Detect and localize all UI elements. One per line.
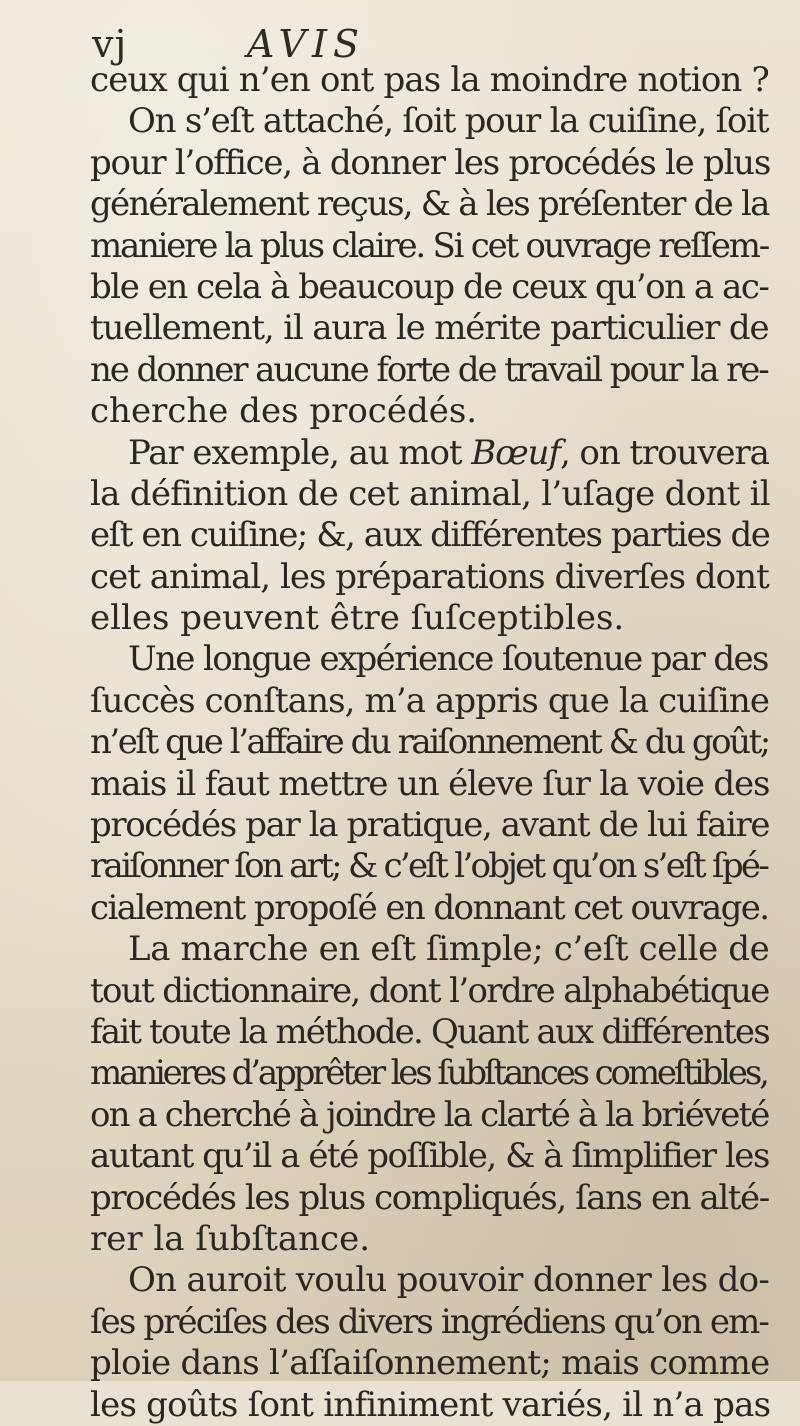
text-line: ploie dans l’aſſaiſonnement; mais comme bbox=[90, 1343, 770, 1384]
text-line: Une longue expérience ſoutenue par des bbox=[128, 639, 768, 680]
text-line: ſuccès conſtans, m’a appris que la cuiſine bbox=[90, 680, 770, 721]
text-segment: , on trouvera bbox=[559, 432, 769, 473]
text-line bbox=[90, 433, 770, 474]
text-line: tout dictionnaire, dont l’ordre alphabétique bbox=[90, 970, 769, 1011]
text-line: pour l’office, à donner les procédés le plus bbox=[90, 142, 771, 183]
text-line: cialement propoſé en donnant cet ouvrage. bbox=[90, 887, 769, 928]
text-line: tuellement, il aura le mérite particulier de bbox=[90, 308, 769, 349]
text-line: elles peuvent être ſuſceptibles. bbox=[90, 598, 625, 639]
text-line: eſt en cuiſine; &, aux différentes parties de bbox=[90, 515, 770, 556]
text-line: ne donner aucune forte de travail pour la re- bbox=[90, 349, 768, 390]
page-number: vj bbox=[92, 22, 128, 66]
text-line: rer la ſubſtance. bbox=[90, 1218, 371, 1259]
text-line: on a cherché à joindre la clarté à la briéveté bbox=[90, 1094, 769, 1135]
text-line: autant qu’il a été poſſible, & à ſimplifier les bbox=[90, 1136, 769, 1177]
text-line: cet animal, les préparations diverſes dont bbox=[90, 556, 769, 597]
text-line: ceux qui n’en ont pas la moindre notion ? bbox=[90, 60, 769, 100]
running-title: AVIS bbox=[247, 22, 366, 66]
text-line: On s’eſt attaché, ſoit pour la cuiſine, ſoit bbox=[128, 101, 769, 142]
text-line: raiſonner ſon art; & c’eſt l’objet qu’on s’eſt ſpé- bbox=[90, 846, 768, 887]
text-line: mais il faut mettre un éleve ſur la voie des bbox=[90, 763, 770, 804]
text-line: fait toute la méthode. Quant aux différentes bbox=[90, 1011, 769, 1052]
text-line: maniere la plus claire. Si cet ouvrage reſſem- bbox=[90, 225, 768, 266]
text-line: la définition de cet animal, l’uſage dont il bbox=[90, 473, 770, 514]
body-text bbox=[90, 60, 770, 1426]
text-line: généralement reçus, & à les préſenter de la bbox=[90, 184, 769, 225]
text-line: procédés par la pratique, avant de lui faire bbox=[90, 805, 770, 846]
text-line: ble en cela à beaucoup de ceux qu’on a ac- bbox=[90, 266, 769, 307]
italic-term: Bœuf bbox=[471, 432, 560, 473]
text-line: La marche en eſt ſimple; c’eſt celle de bbox=[128, 929, 770, 970]
text-line: manieres d’apprêter les ſubſtances comeſtibles, bbox=[90, 1053, 767, 1094]
text-line: ſes préciſes des divers ingrédiens qu’on em- bbox=[90, 1301, 769, 1342]
text-line: les goûts ſont infiniment variés, il n’a pas bbox=[90, 1384, 771, 1425]
text-line: procédés les plus compliqués, ſans en alté- bbox=[90, 1177, 769, 1218]
text-line: n’eſt que l’affaire du raiſonnement & du goût; bbox=[90, 722, 769, 763]
text-line: On auroit voulu pouvoir donner les do- bbox=[128, 1260, 770, 1301]
text-segment: Par exemple, au mot bbox=[128, 432, 472, 473]
text-line: cherche des procédés. bbox=[90, 391, 478, 432]
